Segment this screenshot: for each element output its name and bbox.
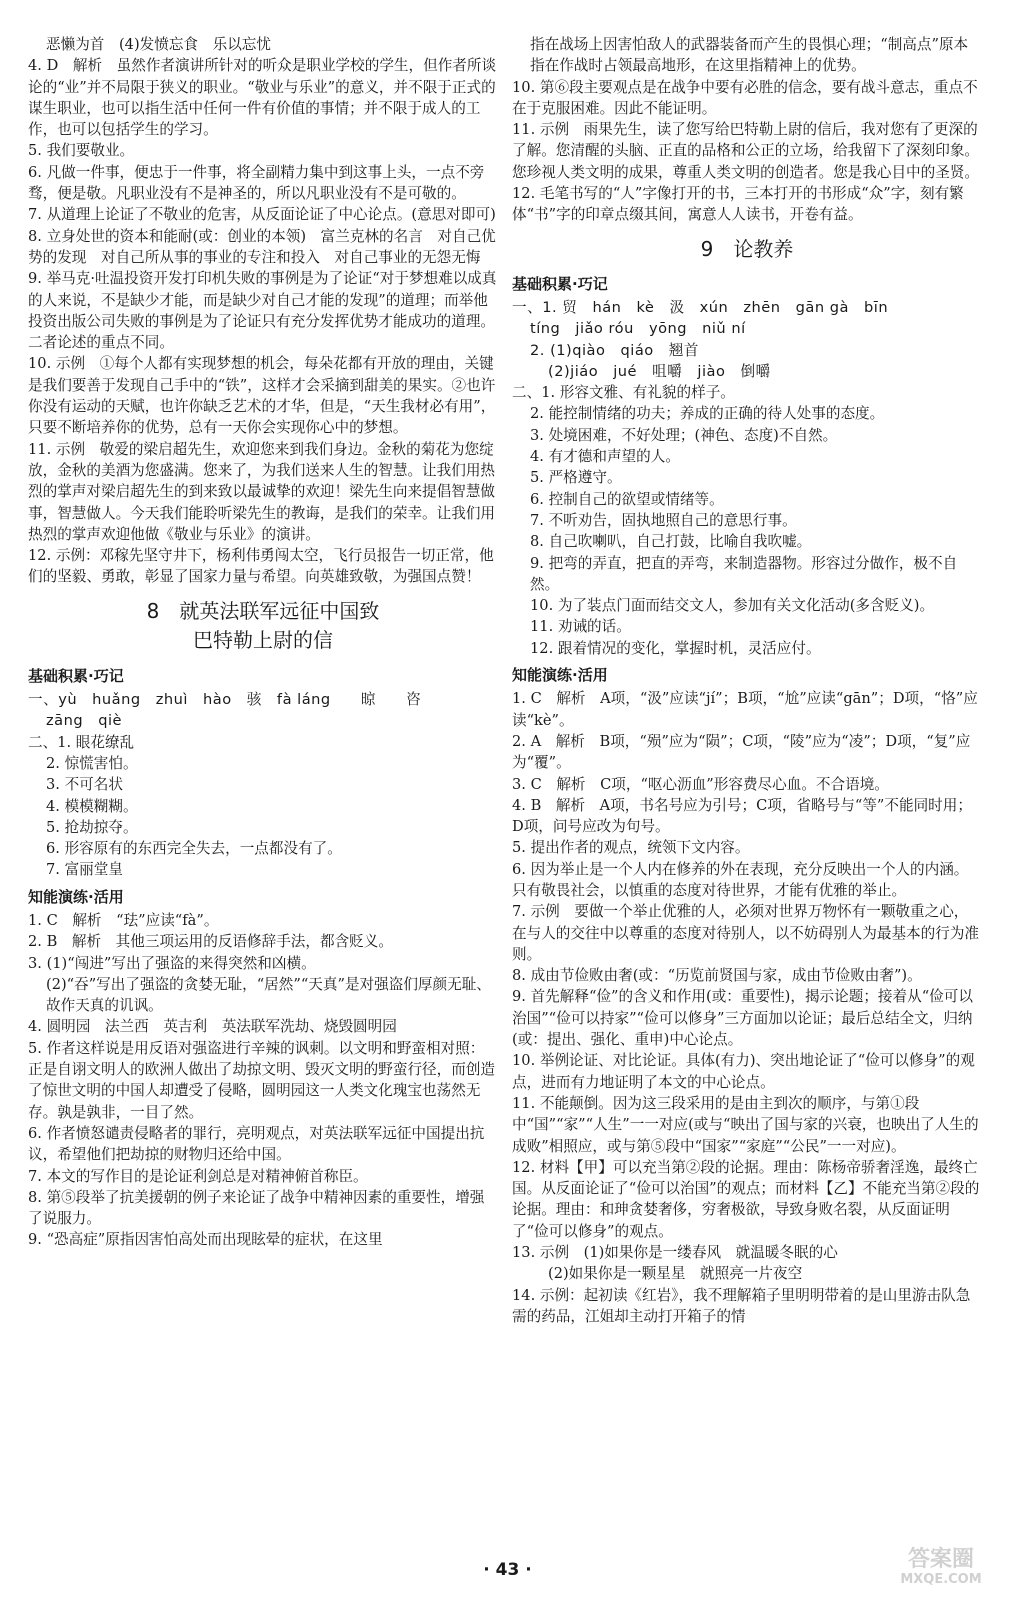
answer-line: 11. 示例 敬爱的梁启超先生，欢迎您来到我们身边。金秋的菊花为您绽放，金秋的美酒为您盛满。您来了，为我们送来人生的智慧。让我们用热烈的掌声对梁启超先生的到来致以最诚挚的欢迎！梁先生向来提倡智慧做事，智慧做人。今天我们能聆听梁先生的教诲，是我们的荣幸。让我们用热烈的掌声欢迎他做《敬业与乐业》的演讲。 <box>28 440 496 543</box>
answer-line: 10. 第⑥段主要观点是在战争中要有必胜的信念，要有战斗意志，重点不在于克服困难。因此不能证明。 <box>512 78 978 117</box>
watermark-main: 答案圈 <box>907 1547 974 1572</box>
answer-line: 2. (1)qiào qiáo 翘首 <box>530 341 699 359</box>
answer-line: 11. 示例 雨果先生，读了您写给巴特勒上尉的信后，我对您有了更深的了解。您清醒的头脑、正直的品格和公正的立场，给我留下了深刻印象。您珍视人类文明的成果，尊重人类文明的创造者。您是我心目中的圣贤。 <box>512 121 980 181</box>
watermark-logo <box>881 1548 1001 1594</box>
answer-line: 14. 示例：起初读《红岩》，我不理解箱子里明明带着的是山里游击队急需的药品，江姐却主动打开箱子的情 <box>512 1286 971 1325</box>
answer-line: 8. 第⑤段举了抗美援朝的例子来论证了战争中精神因素的重要性，增强了说服力。 <box>28 1188 485 1228</box>
answer-line: 6. 形容原有的东西完全失去，一点都没有了。 <box>46 840 342 858</box>
answer-line: 3. 处境困难，不好处理；(神色、态度)不自然。 <box>530 426 838 444</box>
watermark-sub: MXQE.COM <box>900 1572 982 1587</box>
chapter-8-title: 8 就英法联军远征中国致 <box>146 598 380 623</box>
answer-line: 12. 材料【甲】可以充当第②段的论据。理由：陈杨帝骄奢淫逸，最终亡国。从反面论证了“俭可以治国”的观点；而材料【乙】不能充当第②段的论据。理由：和珅贪婪奢侈，穷奢极欲，导致身败名裂，从反面证明了“俭可以修身”的观点。 <box>512 1158 980 1240</box>
answer-line: 9. 首先解释“俭”的含义和作用(或：重要性)，揭示论题；接着从“俭可以治国”“俭可以持家”“俭可以修身”三方面加以论证；最后总结全文，归纳(或：提出、强化、重申)中心论点。 <box>512 988 973 1049</box>
answer-line: 5. 严格遵守。 <box>530 469 622 487</box>
section-heading: 知能演练·活用 <box>512 666 608 685</box>
answer-line: 2. 惊慌害怕。 <box>46 754 138 772</box>
answer-line: 一、yù huǎng zhuì hào 骇 fà láng 晾 咨 <box>28 691 422 709</box>
answer-line: 13. 示例 (1)如果你是一缕春风 就温暖冬眠的心 <box>512 1244 838 1262</box>
answer-line: 12. 示例：邓稼先坚守井下，杨利伟勇闯太空，飞行员报告一切正常，他们的坚毅、勇敢，彰显了国家力量与希望。向英雄致敬，为强国点赞！ <box>28 547 494 586</box>
answer-line: 9. 把弯的弄直，把直的弄弯，来制造器物。形容过分做作，极不自然。 <box>530 554 958 593</box>
answer-line: 2. 能控制情绪的功夫；养成的正确的待人处事的态度。 <box>530 405 885 423</box>
answer-line: 7. 不听劝告，固执地照自己的意思行事。 <box>530 511 797 529</box>
answer-line: 8. 自己吹喇叭，自己打鼓，比喻自我吹嘘。 <box>530 533 812 551</box>
answer-line: 7. 本文的写作目的是论证利剑总是对精神俯首称臣。 <box>28 1167 368 1185</box>
answer-line: 12. 毛笔书写的“人”字像打开的书，三本打开的书形成“众”字，刻有繁体“书”字的印章点缀其间，寓意人人读书，开卷有益。 <box>512 185 964 224</box>
answer-line: 2. B 解析 其他三项运用的反语修辞手法，都含贬义。 <box>28 933 393 951</box>
section-heading: 基础积累·巧记 <box>28 666 124 685</box>
answer-line: 1. C 解析 “珐”应读“fà”。 <box>28 911 219 929</box>
answer-line: 二、1. 眼花缭乱 <box>28 733 135 751</box>
answer-line: 10. 示例 ①每个人都有实现梦想的机会，每朵花都有开放的理由，关键是我们要善于发现自己手中的“铁”，这样才会采摘到甜美的果实。②也许你没有运动的天赋，也许你缺乏艺术的才华，但是，“天生我材必有用”，只要不断培养你的优势，总有一天你会实现你心中的梦想。 <box>28 355 496 437</box>
answer-line: 6. 凡做一件事，便忠于一件事，将全副精力集中到这事上头，一点不旁骛，便是敬。凡职业没有不是神圣的，所以凡职业没有不是可敬的。 <box>28 163 485 203</box>
answer-line: tíng jiǎo róu yōng niǔ ní <box>530 320 746 338</box>
answer-line: 3. (1)“闯进”写出了强盗的来得突然和凶横。 <box>28 954 316 972</box>
left-column <box>28 34 498 1251</box>
answer-line: 恶懒为首 (4)发愤忘食 乐以忘忧 <box>46 36 271 53</box>
answer-line: 5. 作者这样说是用反语对强盗进行辛辣的讽刺。以文明和野蛮相对照：正是自诩文明人的欧洲人做出了劫掠文明、毁灭文明的野蛮行径，而创造了惊世文明的中国人却遭受了侵略，圆明园这一人类文化瑰宝也荡然无存。孰是孰非，一目了然。 <box>28 1039 496 1121</box>
answer-line: 10. 举例论证、对比论证。具体(有力)、突出地论证了“俭可以修身”的观点，进而有力地证明了本文的中心论点。 <box>512 1052 975 1091</box>
answer-line: 1. C 解析 A项，“汲”应读“jí”；B项，“尬”应读“gān”；D项，“恪”应读“kè”。 <box>512 690 978 729</box>
answer-line: 5. 抢劫掠夺。 <box>46 818 138 836</box>
answer-line: 7. 富丽堂皇 <box>46 861 123 879</box>
answer-line: 4. 圆明园 法兰西 英吉利 英法联军洗劫、烧毁圆明园 <box>28 1018 397 1036</box>
answer-line: 二、1. 形容文雅、有礼貌的样子。 <box>512 384 735 402</box>
section-heading: 基础积累·巧记 <box>512 274 608 293</box>
answer-line: 3. 不可名状 <box>46 776 123 794</box>
answer-line: (2)如果你是一颗星星 就照亮一片夜空 <box>548 1265 803 1283</box>
answer-line: 7. 从道理上论证了不敬业的危害，从反面论证了中心论点。(意思对即可) <box>28 206 496 224</box>
answer-line: 4. D 解析 虽然作者演讲所针对的听众是职业学校的学生，但作者所谈论的“业”并不局限于狭义的职业。“敬业与乐业”的意义，并不限于正式的谋生职业，也可以指生活中任何一件有价值的事情；并不限于成人的工作，也可以包括学生的学习。 <box>28 57 497 139</box>
answer-line: 8. 立身处世的资本和能耐(或：创业的本领) 富兰克林的名言 对自己优势的发现 对自己所从事的事业的专注和投入 对自己事业的无怨无悔 <box>28 227 496 266</box>
answer-line: 3. C 解析 C项，“呕心沥血”形容费尽心血。不合语境。 <box>512 775 889 793</box>
right-column <box>512 34 982 1327</box>
answer-line: 指在战场上因害怕敌人的武器装备而产生的畏惧心理；“制高点”原本指在作战时占领最高地形，在这里指精神上的优势。 <box>530 36 969 75</box>
page-number: · 43 · <box>483 1560 532 1580</box>
answer-line: 9. “恐高症”原指因害怕高处而出现眩晕的症状，在这里 <box>28 1231 383 1249</box>
answer-line: 10. 为了装点门面而结交文人，参加有关文化活动(多含贬义)。 <box>530 597 935 615</box>
chapter-8-title-line2: 巴特勒上尉的信 <box>193 627 333 652</box>
answer-line: zāng qiè <box>46 712 123 730</box>
answer-line: 6. 控制自己的欲望或情绪等。 <box>530 490 724 508</box>
answer-line: 12. 跟着情况的变化，掌握时机，灵活应付。 <box>530 639 821 657</box>
answer-line: 11. 不能颠倒。因为这三段采用的是由主到次的顺序，与第①段中“国”“家”“人生”一一对应(或与“映出了国与家的兴衰，也映出了人生的成败”相照应，或与第⑤段中“国家”“家庭”“公民”一一对应)。 <box>512 1094 979 1155</box>
answer-line: 7. 示例 要做一个举止优雅的人，必须对世界万物怀有一颗敬重之心，在与人的交往中以尊重的态度对待别人，以不妨碍别人为最基本的行为准则。 <box>512 903 980 963</box>
answer-line: 8. 成由节俭败由奢(或：“历览前贤国与家，成由节俭败由奢”)。 <box>512 967 922 985</box>
answer-line: 4. B 解析 A项，书名号应为引号；C项，省略号与“等”不能同时用；D项，问号应改为句号。 <box>512 796 972 836</box>
answer-line: (2)jiáo jué 咀嚼 jiào 倒嚼 <box>548 362 771 380</box>
answer-line: 4. 模模糊糊。 <box>46 797 138 815</box>
answer-line: 2. A 解析 B项，“殒”应为“陨”；C项，“陵”应为“凌”；D项，“复”应为“覆”。 <box>512 732 971 772</box>
answer-line: 6. 因为举止是一个人内在修养的外在表现，充分反映出一个人的内涵。只有敬畏社会，以慎重的态度对待世界，才能有优雅的举止。 <box>512 860 969 899</box>
answer-line: (2)“吞”写出了强盗的贪婪无耻，“居然”“天真”是对强盗们厚颜无耻、故作天真的讥讽。 <box>46 975 491 1015</box>
answer-line: 6. 作者愤怒谴责侵略者的罪行，亮明观点，对英法联军远征中国提出抗议，希望他们把劫掠的财物归还给中国。 <box>28 1124 485 1164</box>
answer-line: 11. 劝诫的话。 <box>530 618 631 636</box>
answer-line: 一、1. 贸 hán kè 汲 xún zhēn gān gà bīn <box>512 298 889 316</box>
answer-line: 5. 提出作者的观点，统领下文内容。 <box>512 839 750 857</box>
section-heading: 知能演练·活用 <box>28 887 124 906</box>
answer-line: 5. 我们要敬业。 <box>28 142 135 160</box>
answer-line: 4. 有才德和声望的人。 <box>530 448 680 466</box>
chapter-9-title: 9 论教养 <box>700 236 794 261</box>
answer-line: 9. 举马克·吐温投资开发打印机失败的事例是为了论证“对于梦想难以成真的人来说，不是缺少才能，而是缺少对自己才能的发现”的道理；而举他投资出版公司失败的事例是为了论证只有充分发挥优势才能成功的道理。二者论述的重点不同。 <box>28 270 497 352</box>
